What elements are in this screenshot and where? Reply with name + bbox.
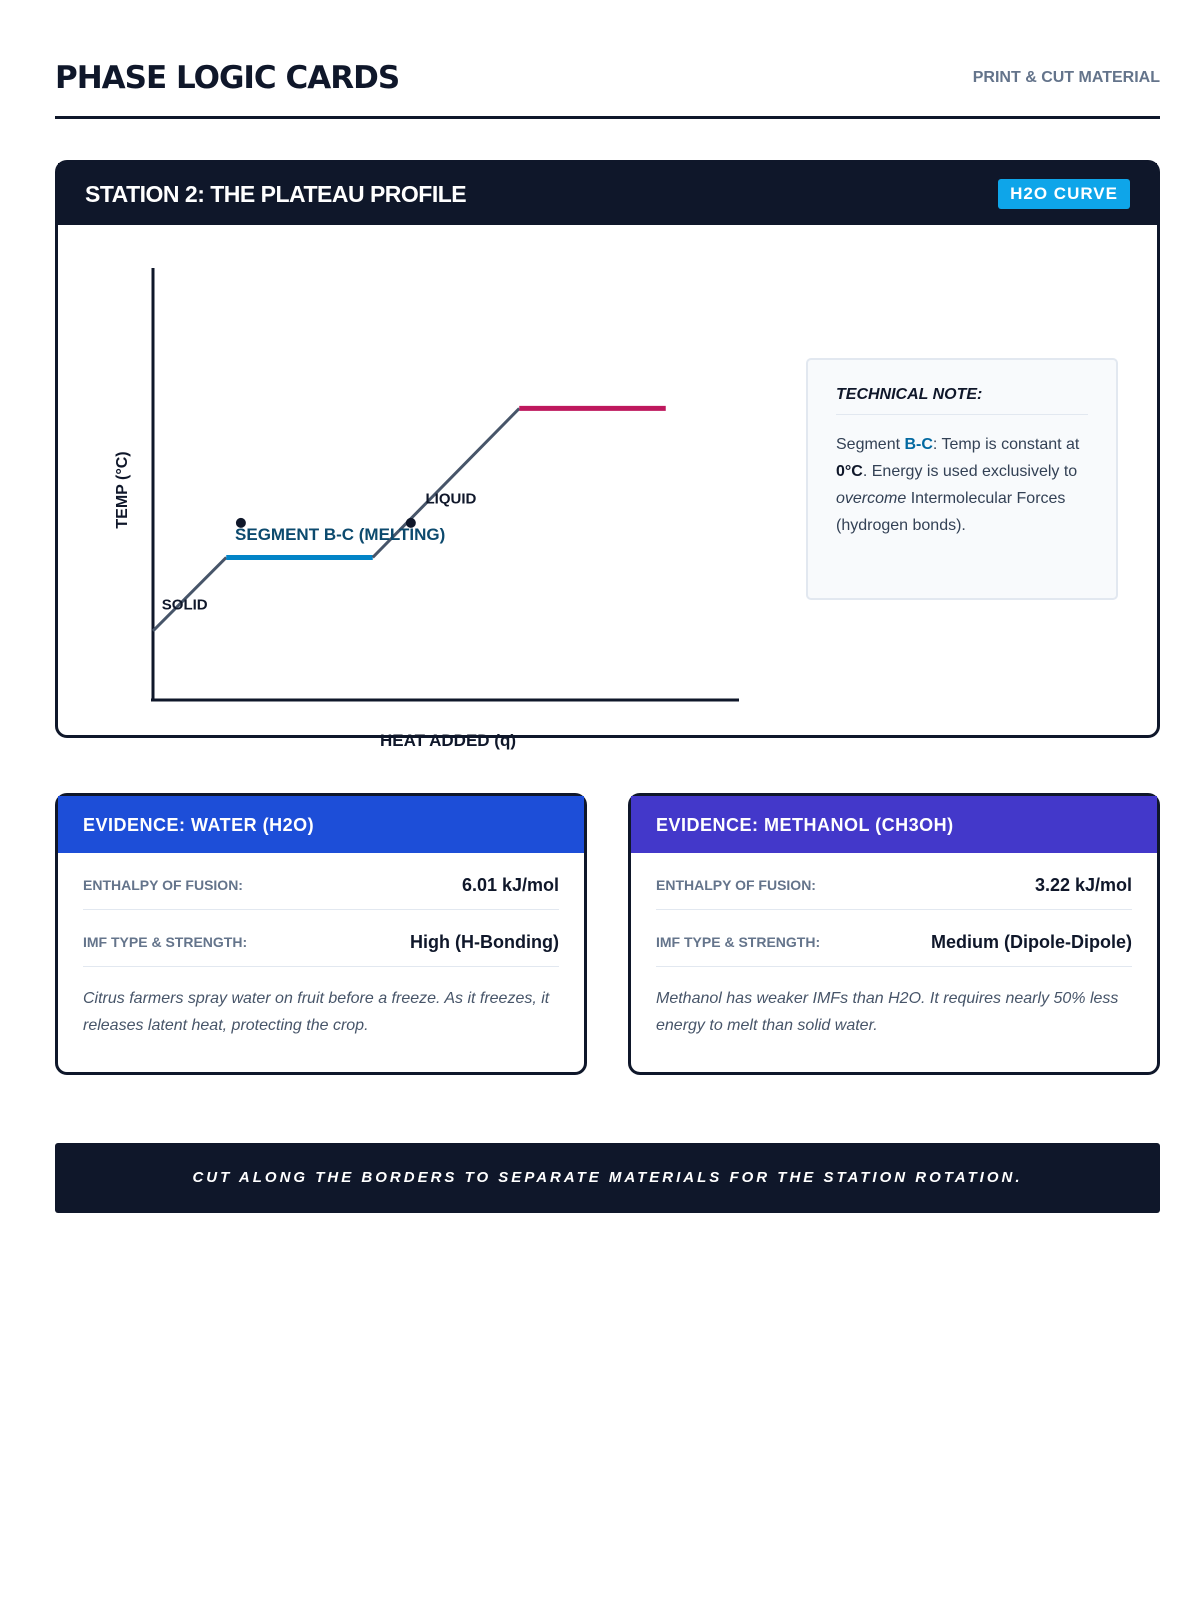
curve-annotation-1: SEGMENT B-C (MELTING) bbox=[235, 525, 446, 545]
station-card bbox=[55, 160, 1160, 750]
note-segment: B-C bbox=[904, 436, 933, 453]
note-temperature: 0°C bbox=[836, 463, 863, 480]
evidence-note-water: Citrus farmers spray water on fruit before a freeze. As it freezes, it releases latent heat, protecting the crop. bbox=[83, 990, 550, 1034]
evidence-card-water bbox=[55, 793, 587, 1075]
station-title: STATION 2: THE PLATEAU PROFILE bbox=[85, 181, 467, 207]
imf-label: IMF TYPE & STRENGTH: bbox=[83, 934, 248, 950]
cut-instructions-banner bbox=[55, 1143, 1160, 1213]
fusion-value: 3.22 kJ/mol bbox=[1034, 875, 1132, 895]
fusion-row-methanol bbox=[656, 853, 1132, 910]
curve-segment-0-0 bbox=[153, 557, 226, 630]
chart-marks bbox=[153, 408, 666, 630]
station-badge: H2O CURVE bbox=[998, 179, 1130, 209]
fusion-value: 6.01 kJ/mol bbox=[461, 875, 559, 895]
note-text-1: : Temp is constant at bbox=[932, 436, 1080, 453]
print-tag: PRINT & CUT MATERIAL bbox=[972, 69, 1160, 86]
fusion-label: ENTHALPY OF FUSION: bbox=[656, 877, 816, 893]
curve-annotation-2: LIQUID bbox=[425, 490, 477, 508]
evidence-title-methanol: EVIDENCE: METHANOL (CH3OH) bbox=[631, 796, 1157, 853]
technical-note bbox=[806, 358, 1118, 600]
y-axis-label: TEMP (°C) bbox=[114, 451, 131, 529]
fusion-row-water bbox=[83, 853, 559, 910]
note-emphasis: overcome bbox=[836, 490, 907, 507]
imf-label: IMF TYPE & STRENGTH: bbox=[656, 934, 821, 950]
page-title: PHASE LOGIC CARDS bbox=[55, 60, 400, 96]
page-header bbox=[55, 55, 1160, 119]
imf-row-methanol bbox=[656, 910, 1132, 967]
fusion-label: ENTHALPY OF FUSION: bbox=[83, 877, 243, 893]
note-body bbox=[836, 431, 1088, 539]
curve-annotation-0: SOLID bbox=[161, 596, 208, 614]
imf-value: Medium (Dipole-Dipole) bbox=[931, 932, 1132, 952]
evidence-note-methanol: Methanol has weaker IMFs than H2O. It requires nearly 50% less energy to melt than solid water. bbox=[656, 990, 1119, 1034]
imf-value: High (H-Bonding) bbox=[410, 932, 559, 952]
note-text-2: . Energy is used exclusively to bbox=[862, 463, 1078, 480]
evidence-title-water: EVIDENCE: WATER (H2O) bbox=[58, 796, 584, 853]
station-header bbox=[58, 163, 1157, 225]
x-axis-label: HEAT ADDED (q) bbox=[380, 731, 516, 750]
note-title: TECHNICAL NOTE: bbox=[836, 386, 1088, 415]
cut-instructions-text: CUT ALONG THE BORDERS TO SEPARATE MATERIALS FOR THE STATION ROTATION. bbox=[192, 1169, 1023, 1186]
imf-row-water bbox=[83, 910, 559, 967]
note-text-3: Intermolecular Forces (hydrogen bonds). bbox=[836, 490, 1066, 534]
note-text-prefix: Segment bbox=[836, 436, 905, 453]
evidence-card-methanol bbox=[628, 793, 1160, 1075]
